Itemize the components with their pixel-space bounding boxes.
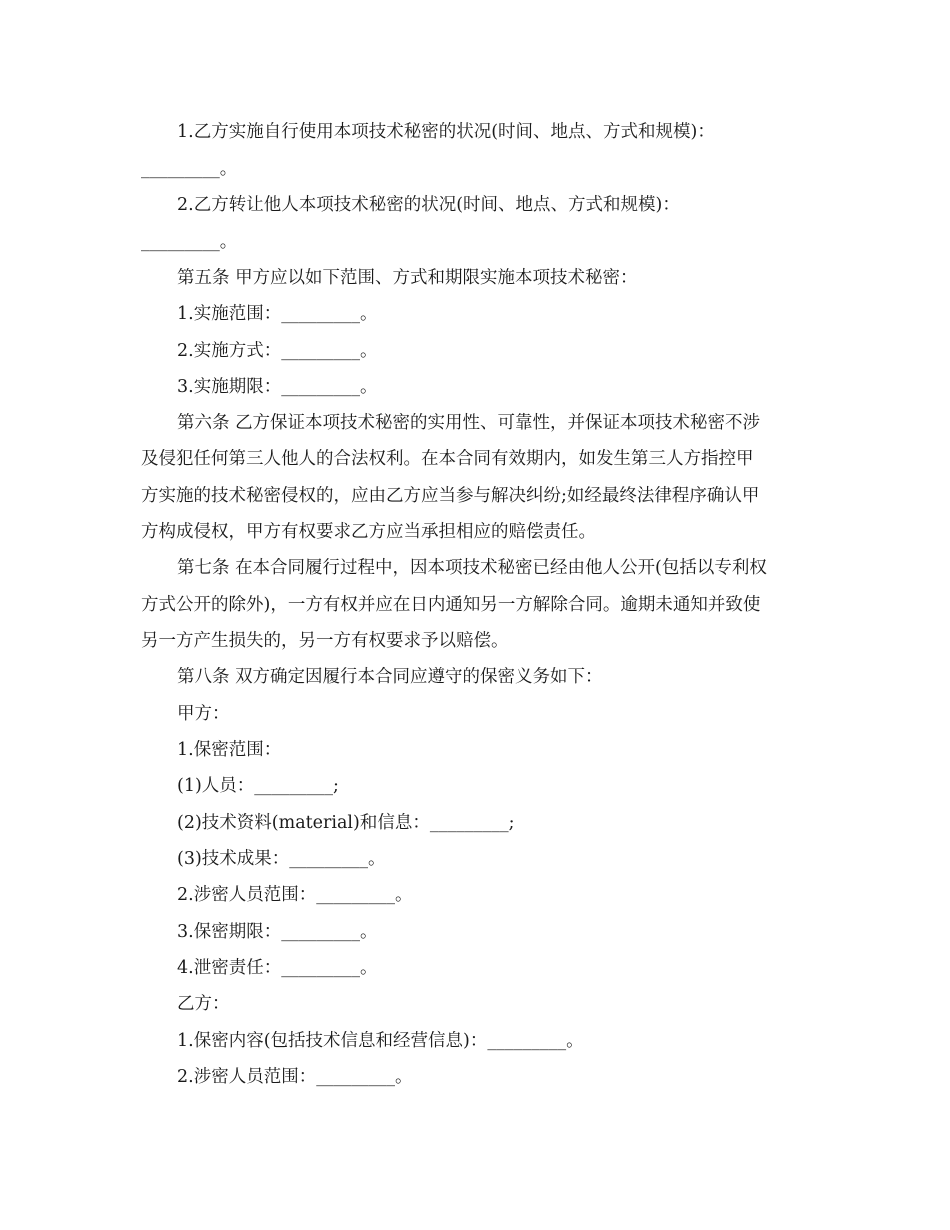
text-line: 1.保密内容(包括技术信息和经营信息)：_________。 [177,1031,584,1051]
text-line: _________。 [141,232,238,252]
text-line: (2)技术资料(material)和信息：_________; [177,813,515,833]
article-6-text: 第六条 乙方保证本项技术秘密的实用性、可靠性，并保证本项技术秘密不涉 [177,413,761,433]
text-line: 3.实施期限：_________。 [177,377,378,397]
article-5-heading: 第五条 甲方应以如下范围、方式和期限实施本项技术秘密： [177,268,638,288]
text-line: 2.涉密人员范围：_________。 [177,885,413,905]
text-line: (1)人员：_________; [177,776,339,796]
text-line: 2.乙方转让他人本项技术秘密的状况(时间、地点、方式和规模)： [177,195,680,215]
article-8-heading: 第八条 双方确定因履行本合同应遵守的保密义务如下： [177,667,603,687]
text-line: 另一方产生损失的，另一方有权要求予以赔偿。 [141,631,509,651]
article-7-text: 第七条 在本合同履行过程中，因本项技术秘密已经由他人公开(包括以专利权 [177,558,767,578]
text-line: 1.保密范围： [177,740,282,760]
party-a-label: 甲方： [177,704,230,724]
text-line: 2.涉密人员范围：_________。 [177,1067,413,1087]
text-line: 1.乙方实施自行使用本项技术秘密的状况(时间、地点、方式和规模)： [177,122,715,142]
text-line: 1.实施范围：_________。 [177,304,378,324]
text-line: _________。 [141,159,238,179]
text-line: 及侵犯任何第三人他人的合法权利。在本合同有效期内，如发生第三人方指控甲 [141,449,754,469]
text-line: 方实施的技术秘密侵权的，应由乙方应当参与解决纠纷;如经最终法律程序确认甲 [141,486,760,506]
text-line: 4.泄密责任：_________。 [177,958,378,978]
text-line: 方构成侵权，甲方有权要求乙方应当承担相应的赔偿责任。 [141,522,596,542]
party-b-label: 乙方： [177,994,230,1014]
text-line: 3.保密期限：_________。 [177,922,378,942]
text-line: 2.实施方式：_________。 [177,341,378,361]
text-line: 方式公开的除外)，一方有权并应在日内通知另一方解除合同。逾期未通知并致使 [141,595,761,615]
text-line: (3)技术成果：_________。 [177,849,386,869]
